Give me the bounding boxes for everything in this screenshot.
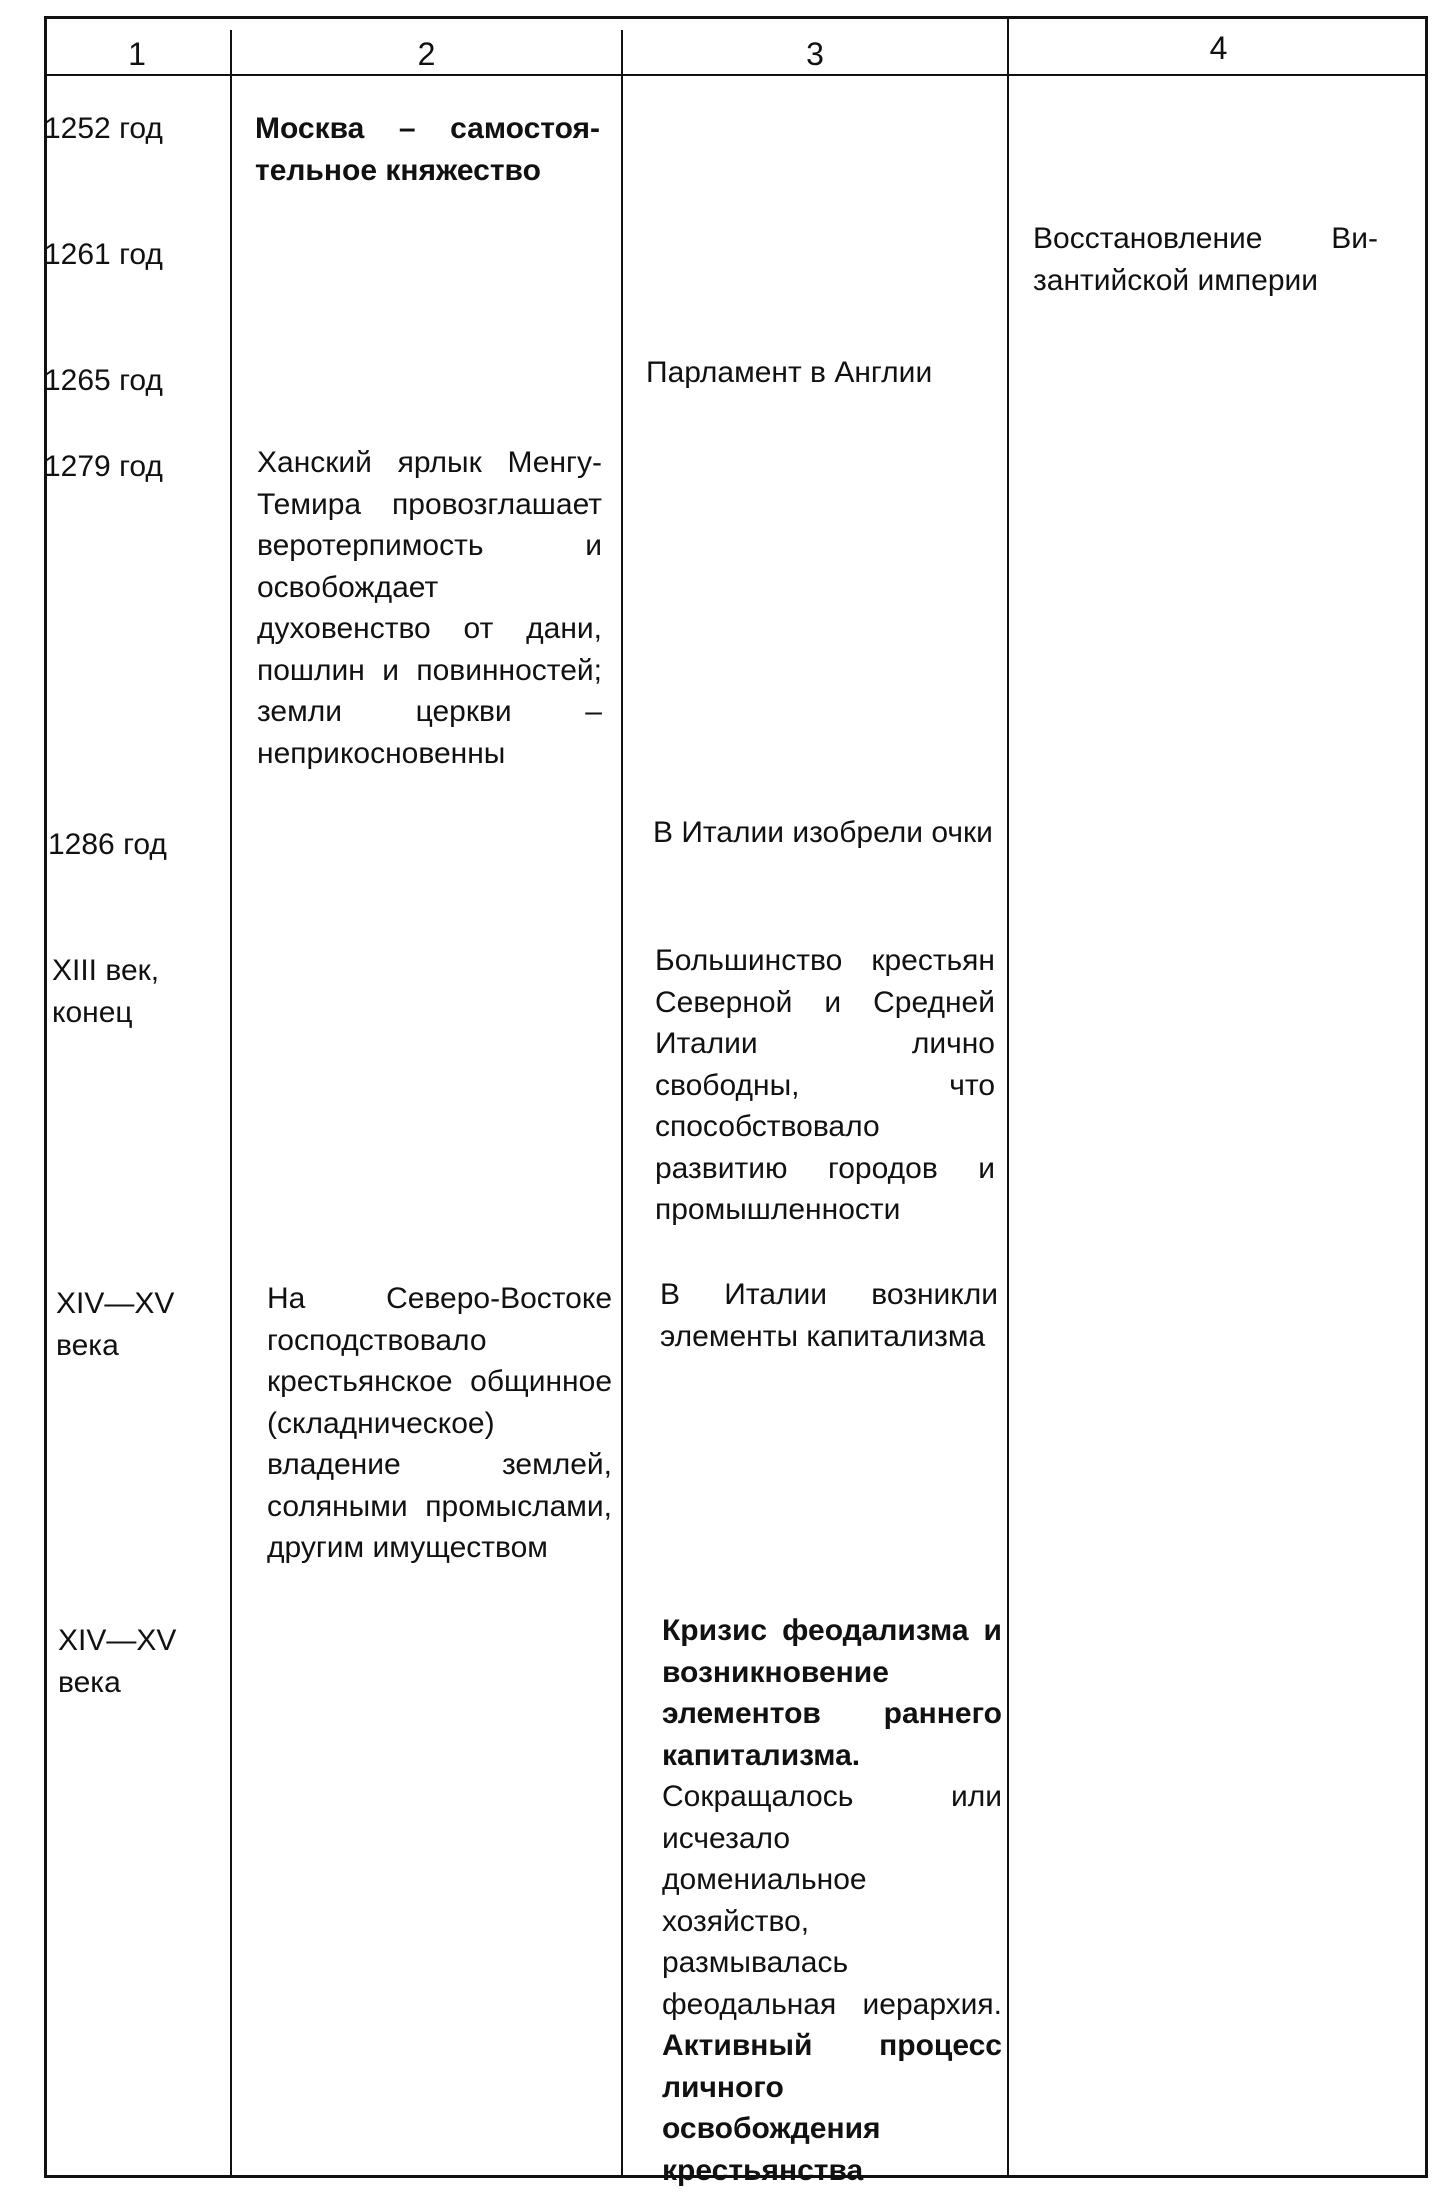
event-text: Сокращалось или исчезало домениальное хозяйство, размывалась феодальная иерархия.: [662, 1780, 1002, 2021]
header-col-2: 2: [417, 36, 436, 72]
event-cell-capitalism-italy: В Италии возникли элементы капитализма: [660, 1278, 998, 1353]
date-cell: XIV—XV века: [58, 1624, 177, 1699]
date-cell: XIII век, конец: [52, 954, 160, 1029]
event-cell-northeast: На Северо-Востоке господствовало крестьянское общинное (складническое) владение землей, соляными промыслами, другим имуществом: [267, 1282, 612, 1564]
date-cell: 1279 год: [44, 450, 163, 483]
date-cell: XIV—XV века: [56, 1287, 175, 1362]
event-cell-moscow: [255, 108, 600, 191]
column-divider-3: [1007, 16, 1009, 2178]
event-cell-parliament: Парламент в Англии: [646, 356, 933, 389]
event-bold-text: Москва – самостоя-тельное княжество: [255, 112, 600, 187]
header-col-1: 1: [128, 36, 146, 72]
header-col-4: 4: [1209, 30, 1228, 66]
event-cell-byzantium: Восстановление Ви-зантийской империи: [1033, 222, 1378, 297]
event-bold-text: Кризис феодализма и возникновение элементов раннего капитализма.: [662, 1614, 1002, 1772]
date-cell: 1261 год: [44, 238, 163, 271]
event-cell-khan-yarlyk: Ханский ярлык Менгу-Темира провозглашает веротерпимость и освобождает духовенство от дани, пошлин и повинностей; земли церкви – неприкосновенны: [257, 446, 602, 770]
column-divider-2: [621, 30, 623, 2178]
date-cell: 1252 год: [44, 112, 163, 145]
date-cell: 1265 год: [44, 364, 163, 397]
column-divider-1: [230, 30, 232, 2178]
header-col-3: 3: [806, 36, 824, 72]
event-cell-feudal-crisis: [662, 1610, 1002, 2191]
event-bold-text: Активный процесс личного освобождения крестьянства: [662, 2029, 1002, 2187]
event-cell-peasants-italy: Большинство крестьян Северной и Средней Италии лично свободны, что способствовало развитию городов и промышленности: [655, 944, 995, 1226]
event-cell-glasses: В Италии изобрели очки: [653, 816, 993, 849]
date-cell: 1286 год: [48, 828, 167, 861]
header-divider: [44, 74, 1428, 76]
